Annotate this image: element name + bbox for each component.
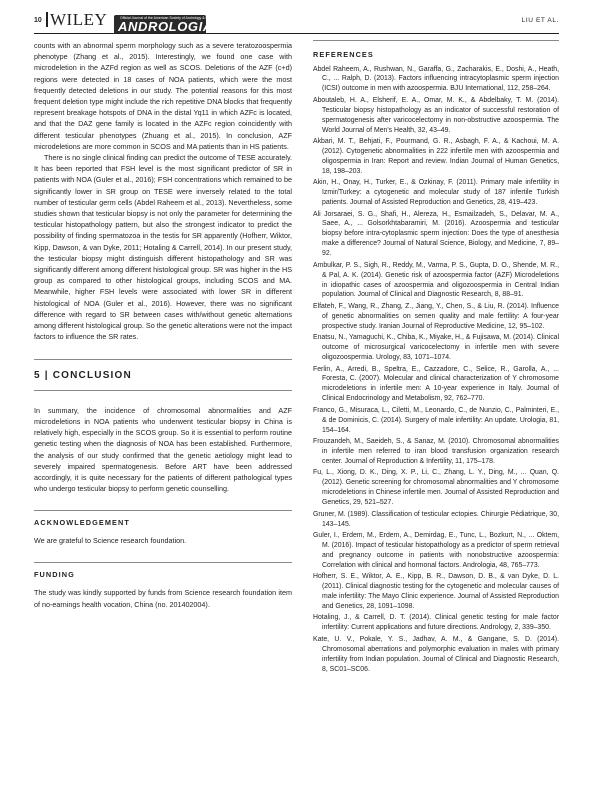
reference-item: Kate, U. V., Pokale, Y. S., Jadhav, A. M., & Gangane, S. D. (2014). Chromosomal aberrations and polymorphic evaluation in males with primary infertility from Indian population. Journal of Clinical and Diagnostic Research, 8, SC01–SC06. (313, 635, 559, 673)
reference-item: Hotaling, J., & Carrell, D. T. (2014). Clinical genetic testing for male factor infertility: Current applications and future directions. Andrology, 2, 339–350. (313, 614, 559, 632)
reference-list (313, 65, 559, 675)
references-heading: REFERENCES (313, 49, 374, 59)
running-head: LIU ET AL. (521, 17, 559, 24)
reference-item: Frouzandeh, M., Saeideh, S., & Sanaz, M. (2010). Chromosomal abnormalities in infertile men referred to iran blood transfusion organization research center. Journal of Reproduction & Infertility, 11, 175–178. (313, 438, 559, 465)
page-header (0, 0, 593, 40)
conclusion-heading: 5 | CONCLUSION (34, 370, 132, 382)
reference-item: Akbari, M. T., Behjati, F., Pourmand, G. R., Asbagh, F. A., & Kachoui, M. A. (2012). Cytogenetic abnormalities in 222 infertile men with azoospermia and oligospermia in Iran: Report and review. Indian Journal of Human Genetics, 18, 198–203. (313, 138, 559, 175)
conclusion-text: In summary, the incidence of chromosomal abnormalities and AZF microdeletions in NOA patients who underwent testicular biopsy in China is relatively high, especially in the SCOS group. So it is essential to perform routine genetic testing when the diagnosis of NOA has been established. Furthermore, the analysis of our study confirmed that the genetic aetiology might lead to severely impaired spermatogenesis. Before ART have been addressed accordingly, it is quite necessary for the patients of different pathological types who undergo testicular biopsy to perform genetic counselling. (34, 405, 292, 494)
reference-item: Elfateh, F., Wang, R., Zhang, Z., Jiang, Y., Chen, S., & Liu, R. (2014). Influence of genetic abnormalities on semen quality and male fertility: A four-year prospective study. Iranian Journal of Reproductive Medicine, 12, 95–102. (313, 302, 559, 330)
acknowledgement-text: We are grateful to Science research foundation. (34, 536, 187, 546)
reference-item: Ambulkar, P. S., Sigh, R., Reddy, M., Varma, P. S., Gupta, D. O., Shende, M. R., & Pal, A. K. (2014). Genetic risk of azoospermia factor (AZF) Microdeletions in idiopathic cases of azoospermia and oligozoospermia in Central Indian population. Journal of Clinical and Diagnostic Research, 8, 88–91. (313, 261, 559, 299)
publisher-name: WILEY (50, 10, 108, 29)
reference-item: Ferlin, A., Arredi, B., Speltra, E., Cazzadore, C., Selice, R., Garolla, A., ... Foresta, C. (2007). Molecular and clinical characterization of Y chromosome microdeletions in infertile men: A 10-year experience in Italy. Journal of Clinical Endocrinology and Metabolism, 92, 762–770. (313, 365, 559, 403)
journal-society: Official Journal of the American Society of Andrology & European Academy of Andrology (120, 16, 257, 20)
reference-item: Enatsu, N., Yamaguchi, K., Chiba, K., Miyake, H., & Fujisawa, M. (2014). Clinical outcome of microsurgical varicocelectomy in infertile men with severe oligozoospermia. Urology, 83, 1071–1074. (313, 334, 559, 362)
funding-heading: FUNDING (34, 570, 75, 580)
page-number: 10 (34, 17, 42, 24)
reference-item: Akin, H., Onay, H., Turker, E., & Ozkinay, F. (2011). Primary male infertility in Izmir/Turkey: a cytogenetic and molecular study of 187 infertile Turkish patients. Journal of Assisted Reproduction and Genetics, 28, 419–423. (313, 179, 559, 207)
journal-logo (114, 15, 257, 34)
funding-text: The study was kindly supported by funds from Science research foundation item of no-earnings health vocation, China (no. 201402004). (34, 588, 292, 609)
header-rule (34, 33, 559, 34)
reference-item: Ali Jorsaraei, S. G., Shafi, H., Alereza, H., Esmailzadeh, S., Delavar, M. A., Saee, A., ... Golsorkhtabaramiri, M. (2016). Azoospermia and testicular biopsy before intra-cytoplasmic sperm injection: Does the type of anesthesia make a difference? Journal of Natural Science, Biology, and Medicine, 7, 89–92. (313, 210, 559, 258)
reference-item: Franco, G., Misuraca, L., Ciletti, M., Leonardo, C., de Nunzio, C., Palminteri, E., & de Dominicis, C. (2014). Surgery of male infertility: An update. Urologia, 81, 154–164. (313, 406, 559, 434)
reference-item: Gruner, M. (1989). Classification of testicular ectopies. Chirurgie Pédiatrique, 30, 143–145. (313, 510, 559, 528)
journal-name: ANDROLOGIA (118, 19, 213, 34)
acknowledgement-heading: ACKNOWLEDGEMENT (34, 518, 130, 528)
body-paragraph: There is no single clinical finding can predict the outcome of TESE accurately. It has been reported that FSH level is the most significant predictor of SR in patients with NOA (Guler et al., 2016); FSH concentrations which remained to be significantly lower in SR group on TESE were inversely related to the total number of testicular germ cells (Abdel Raheem et al., 2013). Nevertheless, some studies shown that testicular biopsy is not only the parameter for determining the testicular histopathology pattern, but also the strongest indicator to predict the possibility of finding spermatozoa in the testis for SR apparently (Hofherr, Wiktor, Kipp, Dawson, & van Dyke, 2011; Hotaling & Carrell, 2014). In our present study, the testicular biopsy might distinguish different histopathology and SR was significantly different among different histological group. SR was higher in the HS group as compared to other histological groups, including SCOS and MA. Meanwhile, higher FSH levels were associated with lower SR in different histological of NOA (Guler et al., 2016). However, there was no significant difference with regard to SR between cases with/without genetic alternations among different histological group. So the genetic alterations were not the impact factors to influence the SR rates. (34, 153, 292, 342)
publisher-logo (46, 10, 107, 30)
reference-item: Aboutaleb, H. A., Elsherif, E. A., Omar, M. K., & Abdelbaky, T. M. (2014). Testicular biopsy histopathology as an indicator of successful restoration of spermatogenesis after varicocelectomy in non-obstructive azoospermia. The World Journal of Men's Health, 32, 43–49. (313, 96, 559, 134)
body-paragraph: counts with an abnormal sperm morphology such as a severe teratozoospermia phenotype (Zhang et al., 2015). Interestingly, we found one case with microdeletion in the AZFd region as well as SCOS. Deletions of the AZF (c+d) regions were detected in 18 cases of NOA patients, which were the most frequently detected deletions in our study. The potential reasons for this most frequent deletion type might include the rich repetitive DNA blocks that frequently represent breakage hotspots of DNA in the distal Yq11 in which AZFc is located, and that the DAZ gene family is located in the AZFc region coincidently with different testicular phenotypes (Zhuang et al., 2015). In conclusion, AZF microdeletions are more common in SCOS and MA patients than in HS patients. (34, 41, 292, 151)
left-column (34, 40, 292, 610)
publisher-logo-bar (46, 12, 48, 27)
right-column (313, 40, 559, 676)
reference-item: Fu, L., Xiong, D. K., Ding, X. P., Li, C., Zhang, L. Y., Ding, M., ... Quan, Q. (2012). Genetic screening for chromosomal abnormalities and Y chromosome microdeletions in Chinese infertile men. Journal of Assisted Reproduction and Genetics, 29, 521–527. (313, 469, 559, 507)
spacer (34, 342, 292, 359)
spacer (34, 495, 292, 510)
reference-item: Abdel Raheem, A., Rushwan, N., Garaffa, G., Zacharakis, E., Doshi, A., Heath, C., ... Ralph, D. (2013). Factors influencing intracytoplasmic sperm injection (ICSI) outcome in men with azoospermia. BJU International, 112, 258–264. (313, 65, 559, 93)
spacer (34, 547, 292, 562)
reference-item: Hofherr, S. E., Wiktor, A. E., Kipp, B. R., Dawson, D. B., & van Dyke, D. L. (2011). Clinical diagnostic testing for the cytogenetic and molecular causes of male infertility: The Mayo Clinic experience. Journal of Assisted Reproduction and Genetics, 28, 1091–1098. (313, 573, 559, 610)
spacer (34, 391, 292, 405)
reference-item: Guler, I., Erdem, M., Erdem, A., Demirdag, E., Tunc, L., Bozkurt, N., ... Oktem, M. (2016). Impact of testicular histopathology as a predictor of sperm retrieval and pregnancy outcome in patients with nonobstructive azoospermia: Correlation with clinical and hormonal factors. Andrologia, 48, 765–773. (313, 532, 559, 569)
